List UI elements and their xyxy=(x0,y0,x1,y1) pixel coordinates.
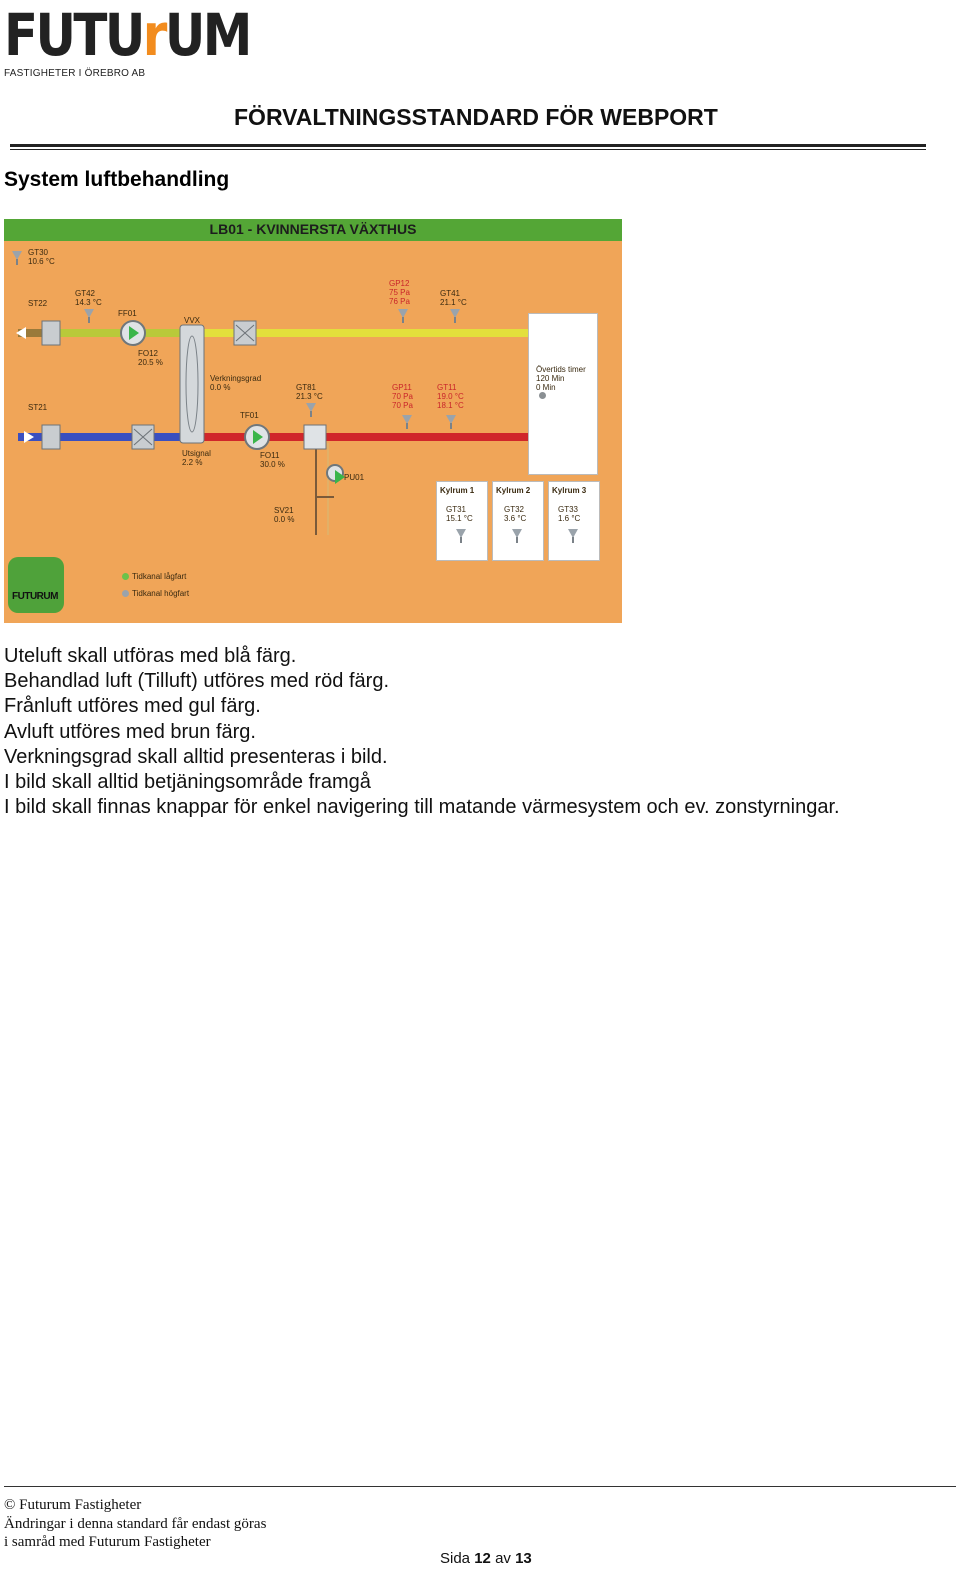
label-ff01: FF01 xyxy=(118,309,137,318)
label-st21: ST21 xyxy=(28,403,48,412)
sensor-gp11-icon xyxy=(402,415,412,429)
page-number xyxy=(440,1550,532,1567)
label-gt81: GT81 21.3 °C xyxy=(296,383,323,401)
scada-mini-logo xyxy=(8,557,64,613)
header-rule xyxy=(10,144,926,147)
overtime-indicator xyxy=(539,392,546,399)
label-pu01: PU01 xyxy=(344,473,365,482)
scada-screenshot xyxy=(4,219,622,623)
label-gt30: GT30 10.6 °C xyxy=(28,248,55,266)
label-gp11: GP11 70 Pa 70 Pa xyxy=(392,383,413,410)
text-line-verkningsgrad: Verkningsgrad skall alltid presenteras i bild. xyxy=(4,745,388,768)
text-line-avluft: Avluft utföres med brun färg. xyxy=(4,720,256,743)
sensor-gt81-icon xyxy=(306,403,316,417)
label-gt33: GT33 1.6 °C xyxy=(558,505,581,523)
page-separator: av xyxy=(495,1550,511,1567)
label-gt41: GT41 21.1 °C xyxy=(440,289,467,307)
sensor-gt41-icon xyxy=(450,309,460,323)
label-kylrum1: Kylrum 1 xyxy=(440,486,475,495)
footer-copyright: © Futurum Fastigheter xyxy=(4,1497,142,1513)
label-st22: ST22 xyxy=(28,299,48,308)
document-title: FÖRVALTNINGSSTANDARD FÖR WEBPORT xyxy=(234,104,718,130)
label-kylrum3: Kylrum 3 xyxy=(552,486,587,495)
sensor-gt42-icon xyxy=(84,309,94,323)
text-line-tilluft: Behandlad luft (Tilluft) utföres med röd färg. xyxy=(4,670,389,693)
legend-low-indicator xyxy=(122,573,129,580)
requirements-text xyxy=(4,644,840,820)
page-prefix: Sida xyxy=(440,1550,471,1567)
footer-rule xyxy=(4,1486,956,1487)
header-rule-thin xyxy=(10,149,926,150)
text-line-betjaningsomrade: I bild skall alltid betjäningsområde framgå xyxy=(4,770,371,793)
text-line-navigering: I bild skall finnas knappar för enkel navigering till matande värmesystem och ev. zonstyrningar. xyxy=(4,796,840,819)
footer-notice-1: Ändringar i denna standard får endast göras xyxy=(4,1515,267,1532)
page-current: 12 xyxy=(474,1550,491,1567)
label-gt32: GT32 3.6 °C xyxy=(504,505,527,523)
sensor-gp12-icon xyxy=(398,309,408,323)
label-fo11: FO11 30.0 % xyxy=(260,451,285,469)
section-title: System luftbehandling xyxy=(4,168,230,191)
legend-low-label: Tidkanal lågfart xyxy=(132,572,187,581)
page-total: 13 xyxy=(515,1550,532,1567)
label-fo12: FO12 20.5 % xyxy=(138,349,163,367)
futurum-logo xyxy=(4,1,250,80)
label-tf01: TF01 xyxy=(240,411,259,420)
sensor-gt32-icon xyxy=(512,529,522,543)
label-gt42: GT42 14.3 °C xyxy=(75,289,102,307)
label-overtid: Övertids timer 120 Min 0 Min xyxy=(536,365,586,392)
label-gt11: GT11 19.0 °C 18.1 °C xyxy=(437,383,464,410)
logo-wordmark: FUTUrUM xyxy=(4,1,250,69)
legend-high-indicator xyxy=(122,590,129,597)
scada-banner-title: LB01 - KVINNERSTA VÄXTHUS xyxy=(209,221,417,237)
label-utsignal: Utsignal 2.2 % xyxy=(182,449,211,467)
footer-text xyxy=(4,1496,266,1552)
text-line-franluft: Frånluft utföres med gul färg. xyxy=(4,695,261,718)
footer-notice-2: i samråd med Futurum Fastigheter xyxy=(4,1534,211,1550)
sensor-gt31-icon xyxy=(456,529,466,543)
label-vvx: VVX xyxy=(184,316,201,325)
pump-tf01 xyxy=(244,424,270,450)
legend-high-label: Tidkanal högfart xyxy=(132,589,190,598)
pump-pu01 xyxy=(326,464,344,482)
logo-subtitle: FASTIGHETER I ÖREBRO AB xyxy=(4,68,146,79)
label-gt31: GT31 15.1 °C xyxy=(446,505,473,523)
sensor-gt11-icon xyxy=(446,415,456,429)
label-sv21: SV21 0.0 % xyxy=(274,506,295,524)
sensor-gt30-icon xyxy=(12,251,22,265)
label-verkningsgrad: Verkningsgrad 0.0 % xyxy=(210,374,262,392)
sensor-gt33-icon xyxy=(568,529,578,543)
scada-mini-logo-text: FUTURUM xyxy=(12,591,58,602)
pump-ff01 xyxy=(120,320,146,346)
text-line-uteluft: Uteluft skall utföras med blå färg. xyxy=(4,645,297,667)
label-kylrum2: Kylrum 2 xyxy=(496,486,531,495)
label-gp12: GP12 75 Pa 76 Pa xyxy=(389,279,410,306)
